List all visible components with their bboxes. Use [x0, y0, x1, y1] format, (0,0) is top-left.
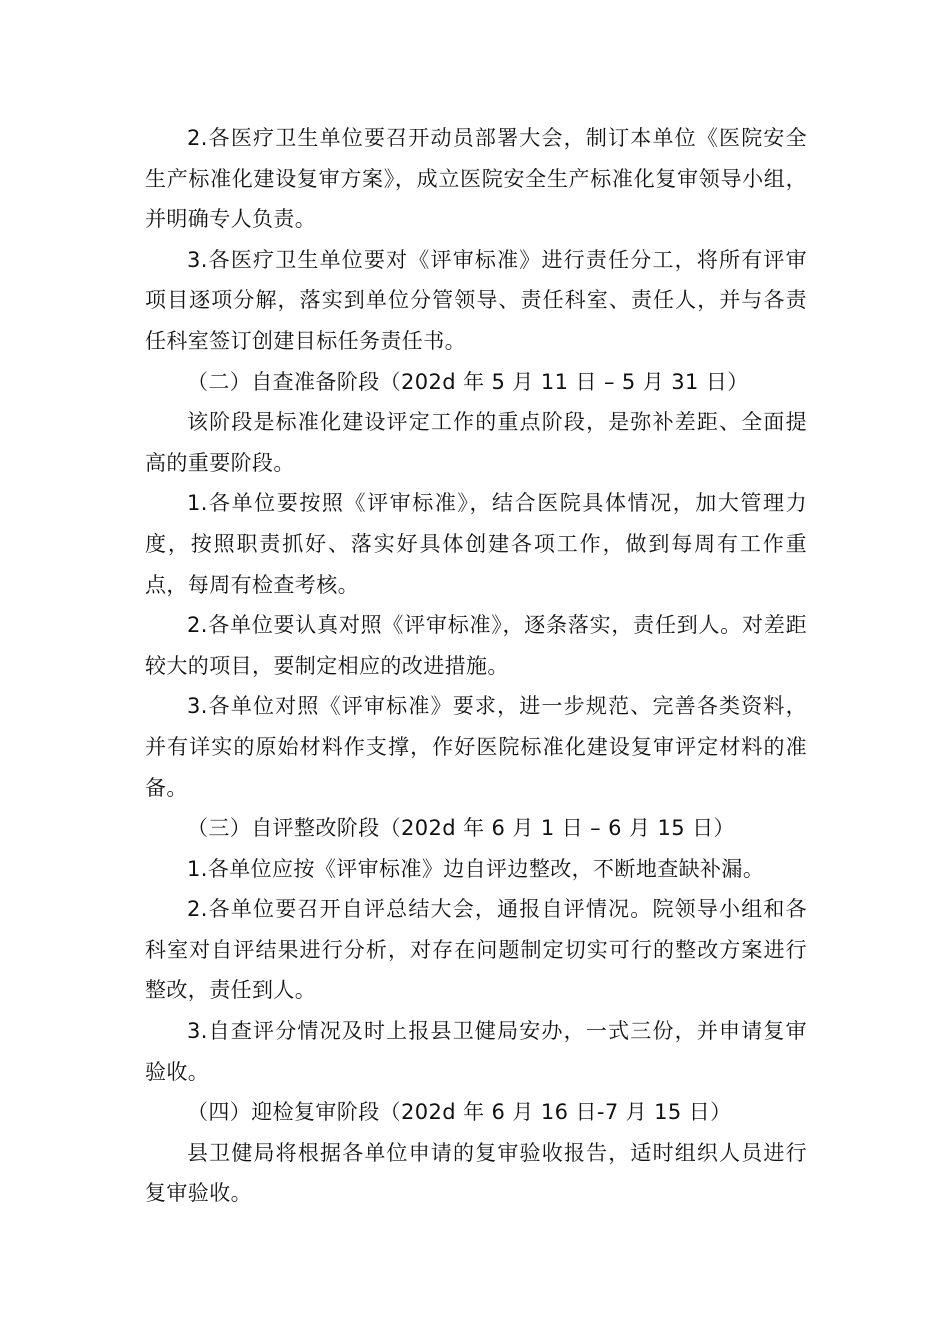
paragraph-item-2-summary-meeting: 2.各单位要召开自评总结大会，通报自评情况。院领导小组和各科室对自评结果进行分析，对存在问题制定切实可行的整改方案进行整改，责任到人。: [145, 897, 807, 1003]
paragraph-item-2-mobilization: 2.各医疗卫生单位要召开动员部署大会，制订本单位《医院安全生产标准化建设复审方案》，成立医院安全生产标准化复审领导小组，并明确专人负责。: [145, 126, 807, 232]
paragraph-item-1-rectification: 1.各单位应按《评审标准》边自评边整改，不断地查缺补漏。: [187, 856, 765, 881]
document-body: [145, 118, 807, 1214]
paragraph-item-1-management: 1.各单位要按照《评审标准》，结合医院具体情况，加大管理力度，按照职责抓好、落实好具体创建各项工作，做到每周有工作重点，每周有检查考核。: [145, 491, 807, 597]
paragraph-item-3-materials: 3.各单位对照《评审标准》要求，进一步规范、完善各类资料，并有详实的原始材料作支撑，作好医院标准化建设复审评定材料的准备。: [145, 694, 807, 800]
paragraph-stage-description: 该阶段是标准化建设评定工作的重点阶段，是弥补差距、全面提高的重要阶段。: [145, 410, 807, 475]
section-heading-self-evaluation: （三）自评整改阶段（202d 年 6 月 1 日 – 6 月 15 日）: [187, 816, 735, 841]
paragraph-item-3-reporting: 3.自查评分情况及时上报县卫健局安办，一式三份，并申请复审验收。: [145, 1019, 807, 1084]
section-heading-inspection: （四）迎检复审阶段（202d 年 6 月 16 日-7 月 15 日）: [187, 1100, 732, 1125]
paragraph-item-3-responsibility: 3.各医疗卫生单位要对《评审标准》进行责任分工，将所有评审项目逐项分解，落实到单位分管领导、责任科室、责任人，并与各责任科室签订创建目标任务责任书。: [145, 247, 807, 353]
paragraph-item-2-implementation: 2.各单位要认真对照《评审标准》，逐条落实，责任到人。对差距较大的项目，要制定相应的改进措施。: [145, 613, 807, 678]
paragraph-review-acceptance: 县卫健局将根据各单位申请的复审验收报告，适时组织人员进行复审验收。: [145, 1140, 807, 1206]
section-heading-self-check: （二）自查准备阶段（202d 年 5 月 11 日 – 5 月 31 日）: [187, 369, 749, 394]
